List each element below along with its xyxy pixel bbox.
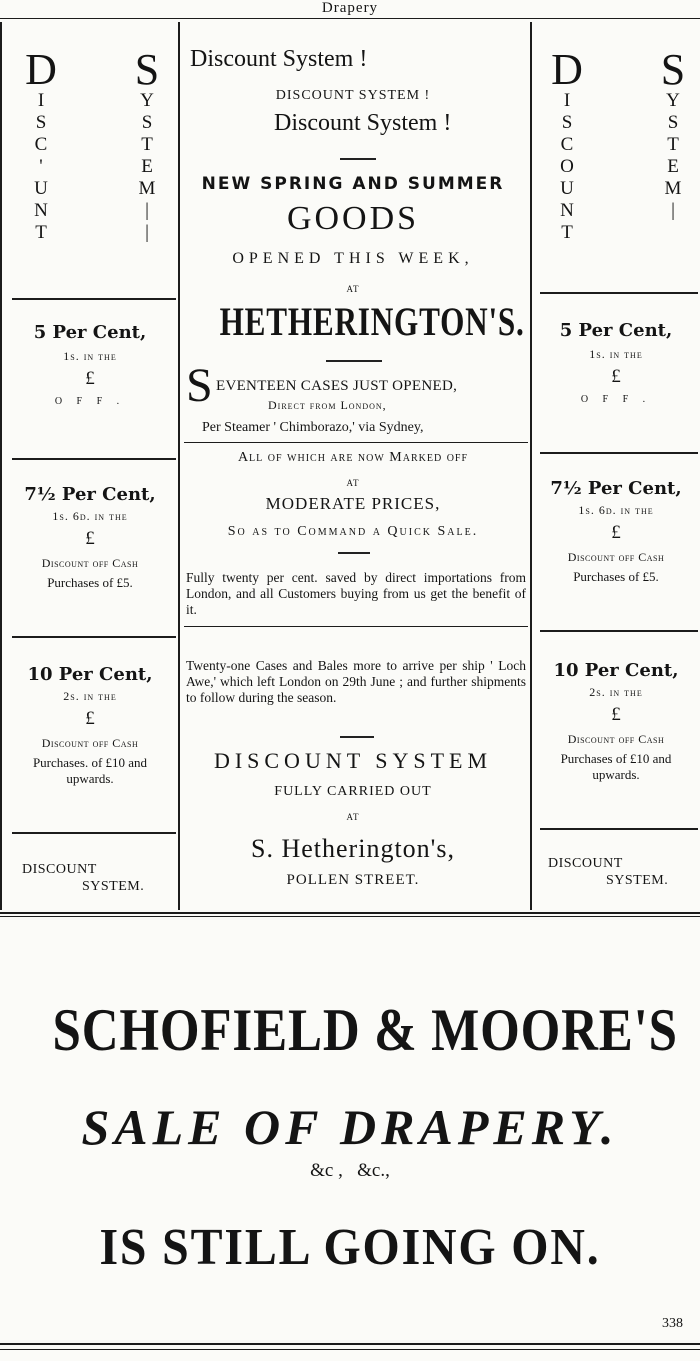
top-rule <box>0 18 700 19</box>
at-label: AT <box>346 812 360 822</box>
letter: Y <box>140 90 154 111</box>
cases-initial: S <box>186 359 213 412</box>
pound-sign: £ <box>85 528 95 549</box>
etc-line: &c , &c., <box>310 1160 390 1181</box>
right-tier3 <box>534 660 698 783</box>
savings-paragraph: Fully twenty per cent. saved by direct importations from London, and all Customers buying from us get the benefit of it. <box>186 570 526 617</box>
discount-label: Discount off Cash <box>567 550 665 564</box>
right-tier-rule <box>540 452 698 454</box>
off-label: O F F . <box>580 394 652 405</box>
right-tier1 <box>534 320 698 405</box>
letter: I <box>37 90 45 111</box>
letter: S <box>35 112 47 133</box>
letter: T <box>561 222 573 243</box>
letter: D <box>25 45 57 94</box>
letter: S <box>141 112 153 133</box>
right-tier-rule <box>540 828 698 830</box>
letter: E <box>667 156 679 177</box>
center-dash <box>340 158 376 160</box>
letter: S <box>561 112 573 133</box>
discount-label: Discount off Cash <box>41 556 139 570</box>
letter: U <box>560 178 574 199</box>
moderate-prices: MODERATE PRICES, <box>265 494 441 513</box>
pound-sign: £ <box>611 522 621 543</box>
purchase-label: upwards. <box>592 767 640 782</box>
left-column-divider <box>178 22 180 910</box>
purchase-label: Purchases. of £10 and <box>32 755 148 770</box>
letter: I <box>563 90 571 111</box>
new-spring-heading: NEW SPRING AND SUMMER <box>201 174 505 194</box>
left-tier2 <box>4 484 176 591</box>
center-thin-rule <box>184 626 528 627</box>
rate-sub: 1s. 6d. in the <box>52 509 128 523</box>
letter: M <box>664 178 682 199</box>
rate-label: 5 Per Cent, <box>559 320 673 341</box>
letter: | <box>145 200 149 221</box>
letter: M <box>138 178 156 199</box>
left-vertical-system <box>132 45 162 244</box>
letter: | <box>145 222 149 243</box>
sale-of-drapery: SALE OF DRAPERY. <box>81 1099 619 1155</box>
right-tier-rule <box>540 292 698 294</box>
page-bottom-rule-thin <box>0 1349 700 1350</box>
left-tier1 <box>4 322 176 407</box>
outer-left-rule <box>0 22 2 910</box>
cases-line: EVENTEEN CASES JUST OPENED, <box>216 378 458 394</box>
page-number: 338 <box>662 1316 683 1331</box>
letter: T <box>35 222 47 243</box>
letter: N <box>560 200 574 221</box>
discount-label: Discount off Cash <box>41 736 139 750</box>
right-footer-system: SYSTEM. <box>606 873 669 888</box>
letter: ' <box>39 156 43 177</box>
purchase-label: Purchases of £5. <box>47 575 133 590</box>
letter: Y <box>666 90 680 111</box>
section-bottom-rule-thin <box>0 916 700 917</box>
hetherington-heading: HETHERINGTON'S. <box>219 299 525 344</box>
pound-sign: £ <box>611 704 621 725</box>
letter: U <box>34 178 48 199</box>
discount-label: Discount off Cash <box>567 732 665 746</box>
rate-label: 10 Per Cent, <box>27 664 153 685</box>
center-dash <box>338 552 370 554</box>
pound-sign: £ <box>611 366 621 387</box>
off-label: O F F . <box>54 396 126 407</box>
rate-label: 7½ Per Cent, <box>550 478 682 499</box>
letter: C <box>34 134 48 155</box>
pound-sign: £ <box>85 368 95 389</box>
center-dash <box>326 360 382 362</box>
center-thin-rule <box>184 442 528 443</box>
rate-sub: 1s. in the <box>63 349 117 363</box>
left-tier-rule <box>12 832 176 834</box>
purchase-label: Purchases of £5. <box>573 569 659 584</box>
right-tier2 <box>534 478 698 585</box>
page-bottom-rule <box>0 1343 700 1345</box>
purchase-label: upwards. <box>66 771 114 786</box>
left-tier3 <box>4 664 176 787</box>
right-vertical-discount <box>551 45 583 244</box>
rate-sub: 1s. in the <box>589 347 643 361</box>
left-tier-rule <box>12 458 176 460</box>
letter: T <box>667 134 679 155</box>
right-column-divider <box>530 22 532 910</box>
left-tier-rule <box>12 298 176 300</box>
left-vertical-discount <box>25 45 57 244</box>
rate-label: 5 Per Cent, <box>33 322 147 343</box>
letter: D <box>551 45 583 94</box>
right-vertical-system <box>658 45 688 222</box>
at-label: AT <box>346 284 360 294</box>
center-discount-line2: DISCOUNT SYSTEM ! <box>275 88 431 103</box>
letter: N <box>34 200 48 221</box>
at-label: AT <box>346 478 360 488</box>
letter: S <box>660 45 686 94</box>
steamer-line: Per Steamer ' Chimborazo,' via Sydney, <box>202 420 424 435</box>
fully-carried-out: FULLY CARRIED OUT <box>274 784 432 799</box>
rate-sub: 1s. 6d. in the <box>578 503 654 517</box>
center-discount-line3: Discount System ! <box>274 110 452 136</box>
direct-line: Direct from London, <box>268 398 387 412</box>
rate-sub: 2s. in the <box>63 689 117 703</box>
discount-system-banner: DISCOUNT SYSTEM <box>213 748 493 773</box>
command-line: So as to Command a Quick Sale. <box>227 524 479 539</box>
section-header: Drapery <box>321 0 379 16</box>
purchase-label: Purchases of £10 and <box>560 751 672 766</box>
rate-label: 7½ Per Cent, <box>24 484 156 505</box>
letter: E <box>141 156 153 177</box>
letter: S <box>134 45 160 94</box>
left-footer-system: SYSTEM. <box>82 879 145 894</box>
letter: | <box>671 200 675 221</box>
letter: C <box>560 134 574 155</box>
still-going-on: IS STILL GOING ON. <box>99 1219 601 1276</box>
left-footer-discount: DISCOUNT <box>22 862 97 877</box>
letter: O <box>560 156 574 177</box>
right-footer-discount: DISCOUNT <box>548 856 623 871</box>
goods-heading: GOODS <box>286 200 420 237</box>
rate-label: 10 Per Cent, <box>553 660 679 681</box>
section-bottom-rule <box>0 912 700 914</box>
schofield-moore-headline: SCHOFIELD & MOORE'S <box>52 997 678 1063</box>
opened-line: OPENED THIS WEEK, <box>232 250 474 267</box>
pollen-street: POLLEN STREET. <box>286 872 420 888</box>
hetherington-signature: S. Hetherington's, <box>251 834 455 863</box>
rate-sub: 2s. in the <box>589 685 643 699</box>
marked-line: All of which are now Marked off <box>237 450 469 465</box>
letter: T <box>141 134 153 155</box>
letter: S <box>667 112 679 133</box>
left-tier-rule <box>12 636 176 638</box>
pound-sign: £ <box>85 708 95 729</box>
center-discount-line1: Discount System ! <box>190 46 368 72</box>
arrivals-paragraph: Twenty-one Cases and Bales more to arrive per ship ' Loch Awe,' which left London on 29th June ; and further shipments to follow during the season. <box>186 658 526 705</box>
right-tier-rule <box>540 630 698 632</box>
center-dash <box>340 736 374 738</box>
